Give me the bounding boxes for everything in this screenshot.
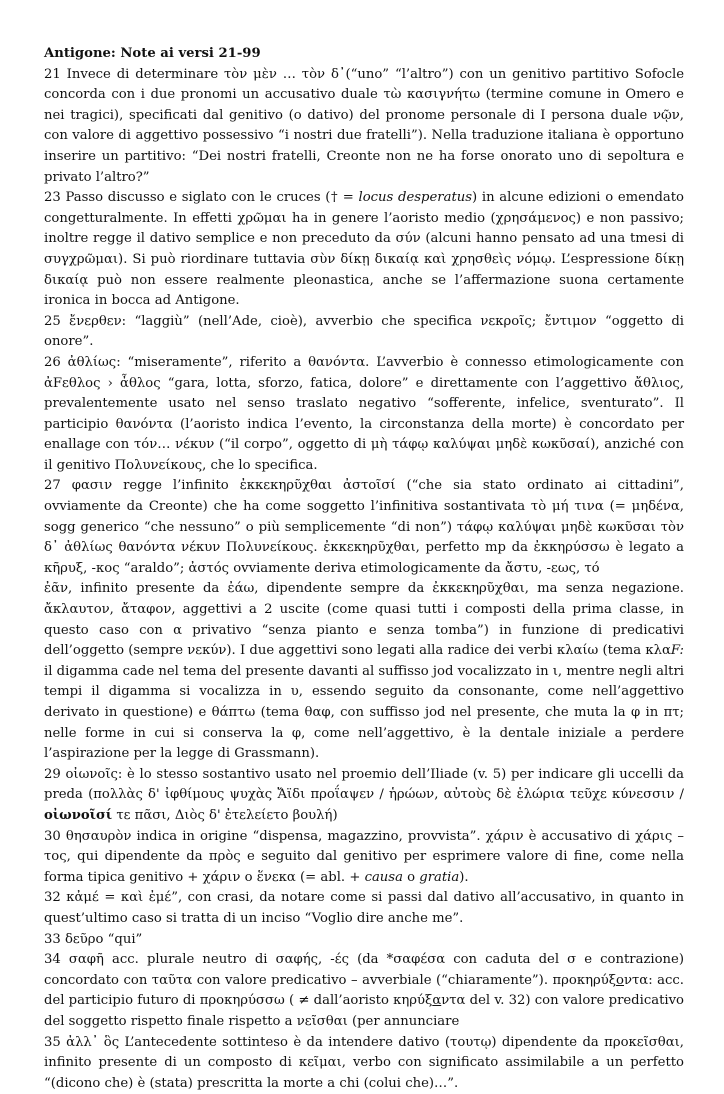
note-text-segment: ο bbox=[616, 973, 624, 988]
note-23 bbox=[44, 188, 684, 312]
note-text-segment: 29 οἰωνοῖς: è lo stesso sostantivo usato nel proemio dell’Iliade (v. 5) per indicare gli uccelli da preda (πολλὰς δ' ἰφθίμους ψυχὰς Ἄϊδι προΐαψεν / ἡρώων, αὐτοὺς δὲ ἑλώρια τεῦχε κύνεσσιν / bbox=[44, 767, 684, 803]
note-30 bbox=[44, 827, 684, 889]
note-text-segment: causa bbox=[365, 870, 403, 885]
note-text-segment: gratia bbox=[419, 870, 459, 885]
note-text-segment: 26 ἀθλίως: “miseramente”, riferito a θανόντα. L’avverbio è connesso etimologicamente con ἀFεθλος › ἆθλος “gara, lotta, sforzo, fatica, dolore” e direttamente con l’aggettivo ἄθλιος, prevalentemente usato nel senso traslato negativo “sofferente, infelice, sventurato”. Il participio θανόντα (l’aoristo indica l’evento, la circonstanza della morte) è concordato per enallage con τόν… νέκυν (“il corpo”, oggetto di μὴ τάφῳ καλύψαι μηδὲ κωκῦσαί), anziché con il genitivo Πολυνείκους, che lo specifica. bbox=[44, 355, 684, 473]
note-text-segment: il digamma cade nel tema del presente davanti al suffisso jod vocalizzato in ι, mentre negli altri tempi il digamma si vocalizza in υ, essendo seguito da consonante, come nell’aggettivo derivato in questione) e θάπτω (tema θαφ, con suffisso jod nel presente, che muta la φ in πτ; nelle forme in cui si conserva la φ, come nell’aggettivo, è la dentale iniziale a perdere l’aspirazione per la legge di Grassmann). bbox=[44, 664, 684, 761]
document-page bbox=[44, 44, 684, 1094]
note-text-segment: F: bbox=[671, 643, 684, 658]
note-text-segment: 27 φασιν regge l’infinito ἐκκεκηρῦχθαι ἀστοῖσί (“che sia stato ordinato ai cittadini”, ovviamente da Creonte) che ha come soggetto l’infinitiva sostantivata τὸ μή τινα (= μηδένα, sogg generico “che nessuno” o più semplicemente “di non”) τάφῳ καλύψαι μηδὲ κωκῦσαι τὸν δ᾽ ἀθλίως θανόντα νέκυν Πολυνείκους. ἐκκεκηρῦχθαι, perfetto mp da ἐκκηρύσσω è legato a κῆρυξ, -κος “araldo”; ἀστός ovviamente deriva etimologicamente da ἄστυ, -εως, τό bbox=[44, 478, 684, 575]
note-text-segment: locus desperatus bbox=[359, 190, 473, 205]
note-text-segment: 34 σαφῆ acc. plurale neutro di σαφής, -ές (da *σαφέσα con caduta del σ e contrazione) concordato con ταῦτα con valore predicativo – avverbiale (“chiaramente”). προκηρύξ bbox=[44, 952, 684, 988]
note-33 bbox=[44, 930, 684, 951]
note-text-segment: o bbox=[403, 870, 419, 885]
note-text-segment: 32 κἀμέ = καὶ ἐμέ”, con crasi, da notare come si passi dal dativo all’accusativo, in quanto in quest’ultimo caso si tratta di un inciso “Voglio dire anche me”. bbox=[44, 890, 684, 926]
note-text-segment: ) in alcune edizioni o emendato congetturalmente. In effetti χρῶμαι ha in genere l’aoristo medio (χρησάμενος) e non passivo; inoltre regge il dativo semplice e non preceduto da σύν (alcuni hanno pensato ad una tmesi di συγχρῶμαι). Si può riordinare tuttavia σὺν δίκῃ δικαίᾳ καὶ χρησθεὶς νόμῳ. L’espressione δίκῃ δικαίᾳ può non essere realmente pleonastica, anche se l’affermazione suona certamente ironica in bocca ad Antigone. bbox=[44, 190, 684, 308]
document-title: Antigone: Note ai versi 21-99 bbox=[44, 44, 684, 65]
note-text-segment: 21 Invece di determinare τὸν μὲν … τὸν δ᾽(“uno” “l’altro”) con un genitivo partitivo Sofocle concorda con i due pronomi un accusativo duale τὼ κασιγνήτω (termine comune in Omero e nei tragici), specificati dal genitivo (o dativo) del pronome personale di I persona duale νῷν, con valore di aggettivo possessivo “i nostri due fratelli”). Nella traduzione italiana è opportuno inserire un partitivo: “Dei nostri fratelli, Creonte non ne ha forse onorato uno di sepoltura e privato l’altro?” bbox=[44, 67, 684, 185]
note-25 bbox=[44, 312, 684, 353]
note-text-segment: 23 Passo discusso e siglato con le cruces († = bbox=[44, 190, 359, 205]
note-text-segment: α bbox=[432, 993, 441, 1008]
note-text-segment: ). bbox=[459, 870, 468, 885]
note-27 bbox=[44, 476, 684, 764]
note-26 bbox=[44, 353, 684, 477]
note-34 bbox=[44, 950, 684, 1032]
note-29 bbox=[44, 765, 684, 827]
note-text-segment: 33 δεῦρο “qui” bbox=[44, 932, 142, 947]
note-21 bbox=[44, 65, 684, 189]
note-text-segment: ντα: acc. del participio futuro di προκηρύσσω ( ≠ dall’aoristo κηρύξ bbox=[44, 973, 684, 1009]
note-text-segment: ντα del v. 32) con valore predicativo del soggetto rispetto finale rispetto a νεῖσθαι (per annunciare bbox=[44, 993, 684, 1029]
note-32 bbox=[44, 888, 684, 929]
note-text-segment: ἐᾶν, infinito presente da ἐάω, dipendente sempre da ἐκκεκηρῦχθαι, ma senza negazione. ἄκλαυτον, ἄταφον, aggettivi a 2 uscite (come quasi tutti i composti della prima classe, in questo caso con α privativo “senza pianto e senza tomba”) in funzione di predicativi dell’oggetto (sempre νεκύν). I due aggettivi sono legati alla radice dei verbi κλαίω (tema κλα bbox=[44, 581, 684, 658]
note-text-segment: οἰωνοῖσί bbox=[44, 808, 112, 823]
note-text-segment: 25 ἔνερθεν: “laggiù” (nell’Ade, cioè), avverbio che specifica νεκροῖς; ἔντιμον “oggetto di onore”. bbox=[44, 314, 684, 350]
note-text-segment: 35 ἀλλ᾽ ὃς L’antecedente sottinteso è da intendere dativo (τουτῳ) dipendente da προκεῖσθαι, infinito presente di un composto di κεῖμαι, verbo con significato assimilabile a un perfetto “(dicono che) è (stata) prescritta la morte a chi (colui che)…”. bbox=[44, 1035, 684, 1091]
notes-list bbox=[44, 65, 684, 1094]
note-text-segment: 30 θησαυρὸν indica in origine “dispensa, magazzino, provvista”. χάριν è accusativo di χάρις –τος, qui dipendente da πρὸς e seguito dal genitivo per esprimere valore di fine, come nella forma tipica genitivo + χάριν o ἕνεκα (= abl. + bbox=[44, 829, 684, 885]
note-text-segment: τε πᾶσι, Διὸς δ' ἐτελείετο βουλή) bbox=[112, 808, 337, 823]
note-35 bbox=[44, 1033, 684, 1094]
